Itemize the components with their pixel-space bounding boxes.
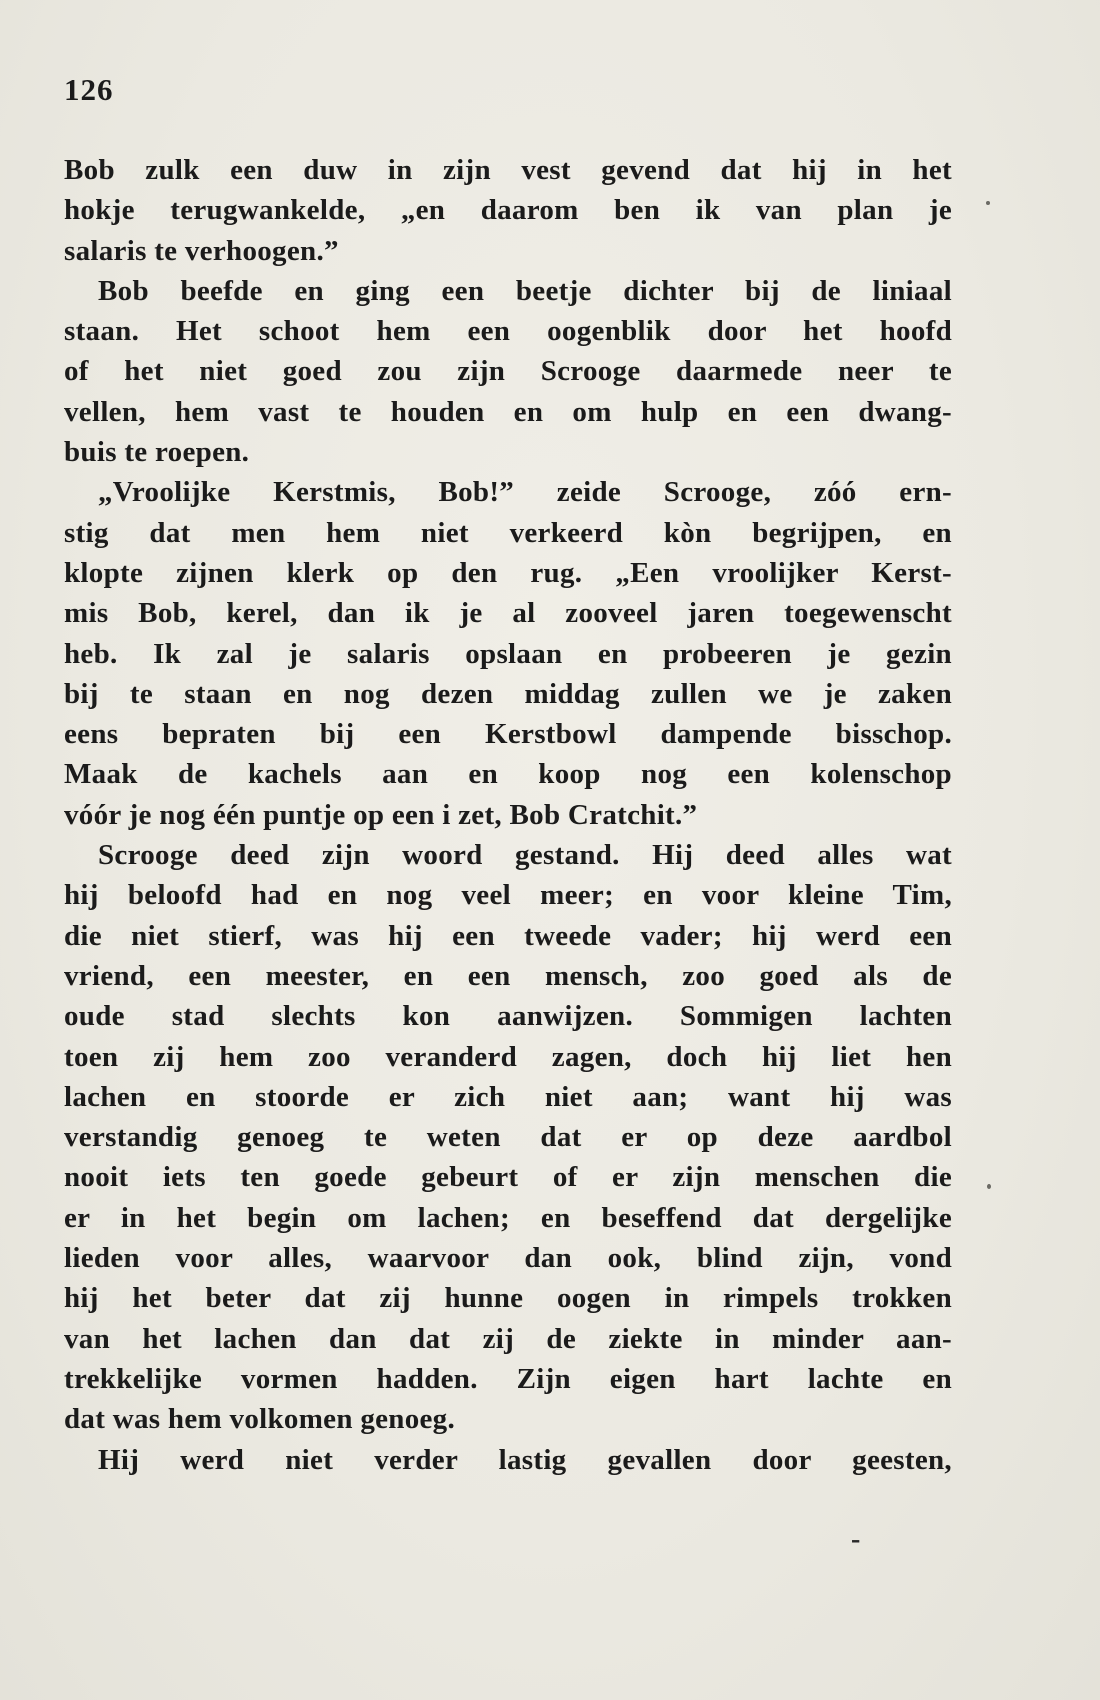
text-line: vriend, een meester, en een mensch, zoo goed als de [64,959,952,992]
text-line: oude stad slechts kon aanwijzen. Sommigen lachten [64,1000,952,1033]
text-line: verstandig genoeg te weten dat er op deze aardbol [64,1121,952,1154]
text-line: er in het begin om lachen; en beseffend dat dergelijke [64,1201,952,1234]
scan-speck [987,1184,991,1189]
text-block [64,150,952,1480]
text-line: staan. Het schoot hem een oogenblik door het hoofd [64,315,952,348]
text-line: hij het beter dat zij hunne oogen in rimpels trokken [64,1282,952,1315]
text-line: of het niet goed zou zijn Scrooge daarmede neer te [64,355,952,388]
text-line: „Vroolijke Kerstmis, Bob!” zeide Scrooge, zóó ern- [98,476,952,509]
text-line: mis Bob, kerel, dan ik je al zooveel jaren toegewenscht [64,597,952,630]
text-line: heb. Ik zal je salaris opslaan en probeeren je gezin [64,637,952,670]
text-line: stig dat men hem niet verkeerd kòn begrijpen, en [64,516,952,549]
text-line: Scrooge deed zijn woord gestand. Hij deed alles wat [98,839,952,872]
text-line: die niet stierf, was hij een tweede vader; hij werd een [64,919,952,952]
paragraph [64,150,952,271]
text-line: Bob zulk een duw in zijn vest gevend dat hij in het [64,154,952,186]
text-line: toen zij hem zoo veranderd zagen, doch hij liet hen [64,1040,952,1073]
paragraph [64,472,952,835]
text-line: buis te roepen. [64,436,250,469]
text-line: trekkelijke vormen hadden. Zijn eigen hart lachte en [64,1362,952,1395]
scan-speck [986,201,990,205]
text-line: Maak de kachels aan en koop nog een kolenschop [64,758,952,791]
scan-dash-artifact: - [851,1524,861,1555]
paragraph [64,835,952,1439]
text-line: van het lachen dan dat zij de ziekte in minder aan- [64,1322,952,1355]
text-line: lieden voor alles, waarvoor dan ook, blind zijn, vond [64,1242,952,1275]
text-line: hij beloofd had en nog veel meer; en voor kleine Tim, [64,879,952,912]
text-line: dat was hem volkomen genoeg. [64,1403,456,1436]
text-line: Hij werd niet verder lastig gevallen door geesten, [98,1443,952,1476]
text-line: bij te staan en nog dezen middag zullen we je zaken [64,677,952,710]
text-line: eens bepraten bij een Kerstbowl dampende bisschop. [64,718,952,751]
text-line: lachen en stoorde er zich niet aan; want hij was [64,1080,952,1113]
text-line: vellen, hem vast te houden en om hulp en een dwang- [64,395,952,428]
text-line: klopte zijnen klerk op den rug. „Een vroolijker Kerst- [64,556,952,589]
paragraph [64,1440,952,1480]
text-line: vóór je nog één puntje op een i zet, Bob Cratchit.” [64,798,698,831]
text-line: nooit iets ten goede gebeurt of er zijn menschen die [64,1161,952,1194]
text-line: hokje terugwankelde, „en daarom ben ik van plan je [64,194,952,227]
text-line: Bob beefde en ging een beetje dichter bij de liniaal [98,274,952,307]
paragraph [64,271,952,472]
text-line: salaris te verhoogen.” [64,234,339,267]
page-number: 126 [64,72,114,107]
